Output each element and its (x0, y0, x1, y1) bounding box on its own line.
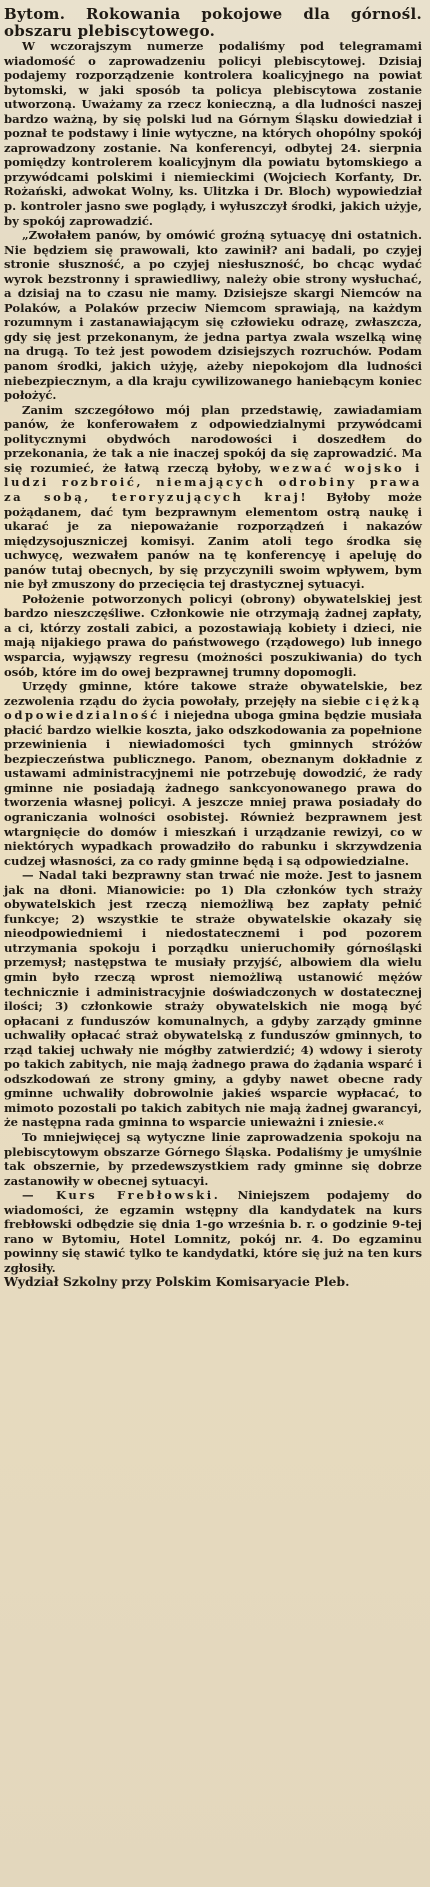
paragraph-guards-position: Położenie potworzonych policyi (obrony) obywatelskiej jest bardzo nieszczęśliwe. Członkowie nie otrzymają żadnej zapłaty, a ci, którzy zostali zabici, a pozostawiają kobiety i dzieci, nie mają nijakiego prawa do państwowego (rządowego) lub innego wsparcia, wyjąwszy regresu (możności poszukiwania) do tych osób, które im do owej bezprawnej trumny dopomogli. (4, 591, 422, 679)
article-column (4, 6, 422, 1290)
notice-signature: Wydział Szkolny przy Polskim Komisaryacie Pleb. (4, 1274, 350, 1290)
article-headline (4, 6, 422, 39)
paragraph-points-list: — Nadal taki bezprawny stan trwać nie może. Jest to jasnem jak na dłoni. Mianowicie: po 1) Dla członków tych straży obywatelskich jest rzeczą niemożliwą bez zapłaty pełnić funkcye; 2) wszystkie te straże obywatelskie okazały się nieodpowiedniemi i niedostatecznemi i pod pozorem utrzymania spokoju i porządku unieruchomiły górnośląski przemysł; następstwa te musiały przyjść, albowiem dla wielu gmin było rzeczą wprost niemożliwą ustanowić mężów technicznie i administracyjnie doświadczonych w dostatecznej ilości; 3) członkowie straży obywatelskich nie mogą być opłacani z funduszów komunalnych, a gdyby zarządy gminne uchwaliły opłacać straż obywatelską z funduszów gminnych, to rząd takiej uchwały nie mógłby zatwierdzić; 4) wdowy i sieroty po takich zabitych, nie mają żadnego prawa do żądania wsparć i odszkodowań ze strony gminy, a gdyby nawet obecne rady gminne uchwaliły dobrowolnie jakieś wsparcie wypłacać, to mimoto pozostali po takich zabitych nie mają żadnej gwarancyi, że następna rada gminna to wsparcie unieważni i zniesie.« (4, 868, 422, 1130)
offices-text-end: i niejedna uboga gmina będzie musiała płacić bardzo wielkie koszta, jako odszkodowania za popełnione przewinienia i niewiadomości tych gminnych stróżów bezpieczeństwa publicznego. Panom, obeznanym dokładnie z ustawami administracyjnemi nie potrzebuję dowodzić, że rady gminne nie posiadają żadnego sankcyonowanego prawa do tworzenia własnej policyi. A jeszcze mniej prawa posiadały do ograniczania wolności osobistej. Również bezprawnem jest wtargnięcie do domów i mieszkań i urządzanie rewizyi, co w niektórych wypadkach prowadziło do rabunku i skrzywdzenia cudzej własności, za co rady gminne będą i są odpowiedzialne. (4, 708, 422, 868)
headline-place: Bytom. (4, 5, 66, 23)
offices-emphasis: ciężką odpowiedzialność (4, 693, 422, 723)
course-notice-text: Niniejszem podajemy do wiadomości, że egzamin wstępny dla kandydatek na kurs frebłowski odbędzie się dnia 1-go września b. r. o godzinie 9-tej rano w Bytomiu, Hotel Lomnitz, pokój nr. 4. Do egzaminu powinny się stawić tylko te kandydatki, które się już na ten kurs zgłosiły. (4, 1188, 422, 1275)
course-notice-lead: — Kurs Frebłowski. (22, 1188, 221, 1203)
paragraph-closing: To mniejwięcej są wytyczne linie zaprowadzenia spokoju na plebiscytowym obszarze Górnego Śląska. Podaliśmy je umyślnie tak obszernie, by przedewszystkiem rady gminne się dobrze zastanowiły w obecnej sytuacyi. (4, 1130, 422, 1188)
headline-title: Rokowania pokojowe dla górnośl. obszaru plebiscytowego. (4, 5, 422, 40)
paragraph-municipal-offices (4, 679, 422, 868)
plan-text-start: Zanim szczegółowo mój plan przedstawię, zawiadamiam panów, że konferowałem z odpowiedzialnymi przywódcami politycznymi obydwóch narodowości i doszedłem do przekonania, że tak a nie inaczej spokój da się zaprowadzić. Ma się rozumieć, że łatwą rzeczą byłoby, (4, 402, 422, 475)
paragraph-plan (4, 403, 422, 592)
paragraph-course-notice (4, 1188, 422, 1275)
paragraph-quote-opening: „Zwołałem panów, by omówić groźną sytuacyę dni ostatnich. Nie będziem się prawowali, kto zawinił? ani badali, po czyjej stronie słuszność, a po czyjej niesłuszność, bo chcąc wydać wyrok bezstronny i sprawiedliwy, należy obie strony wysłuchać, a dzisiaj na to czasu nie mamy. Dzisiejsze skargi Niemców na Polaków, a Polaków przeciw Niemcom sprawiają, na każdym rozumnym i zastanawiającym się człowieku odrazę, zwłaszcza, gdy się jest przekonanym, że jedna partya zwala wszelką winę na drugą. To też jest powodem dzisiejszych rozruchów. Podam panom środki, jakich użyję, ażeby niepokojom dla ludności niebezpiecznym, a dla kraju cywilizowanego haniebącym koniec położyć. (4, 228, 422, 403)
plan-text-end: Byłoby może pożądanem, dać tym bezprawnym elementom ostrą naukę i ukarać je za niepoważanie rozporządzeń i nakazów międzysojuszniczej komisyi. Zanim atoli tego środka się uchwycę, wezwałem panów na tę konferencyę i apeluję do panów tutaj obecnych, by się przyczynili swoim wpływem, bym nie był zmuszony do przecięcia tej drastycznej sytuacyi. (4, 489, 422, 592)
plan-emphasis: wezwać wojsko i ludzi rozbroić, niemających odrobiny prawa za sobą, teroryzujących kraj! (4, 460, 422, 504)
offices-text-start: Urzędy gminne, które takowe straże obywatelskie, bez zezwolenia rządu do życia powołały, przejęły na siebie (4, 679, 422, 708)
paragraph-intro: W wczorajszym numerze podaliśmy pod telegramami wiadomość o zaprowadzeniu policyi plebiscytowej. Dzisiaj podajemy rozporządzenie kontrolera koalicyjnego na powiat bytomski, w jaki sposób ta policya plebiscytowa zostanie utworzoną. Uważamy za rzecz konieczną, a dla ludności naszej bardzo ważną, by się polski lud na Górnym Śląsku dowiedział i poznał te podstawy i linie wytyczne, na których ohopólny spokój zaprowadzony zostanie. Na konferencyi, odbytej 24. sierpnia pomiędzy kontrolerem koalicyjnym dla powiatu bytomskiego a przywódcami polskimi i niemieckimi (Wojciech Korfanty, Dr. Rożański, adwokat Wolny, ks. Ulitzka i Dr. Bloch) wypowiedział p. kontroler jasno swe poglądy, i wyłuszczył środki, jakich użyje, by spokój zaprowadzić. (4, 39, 422, 228)
